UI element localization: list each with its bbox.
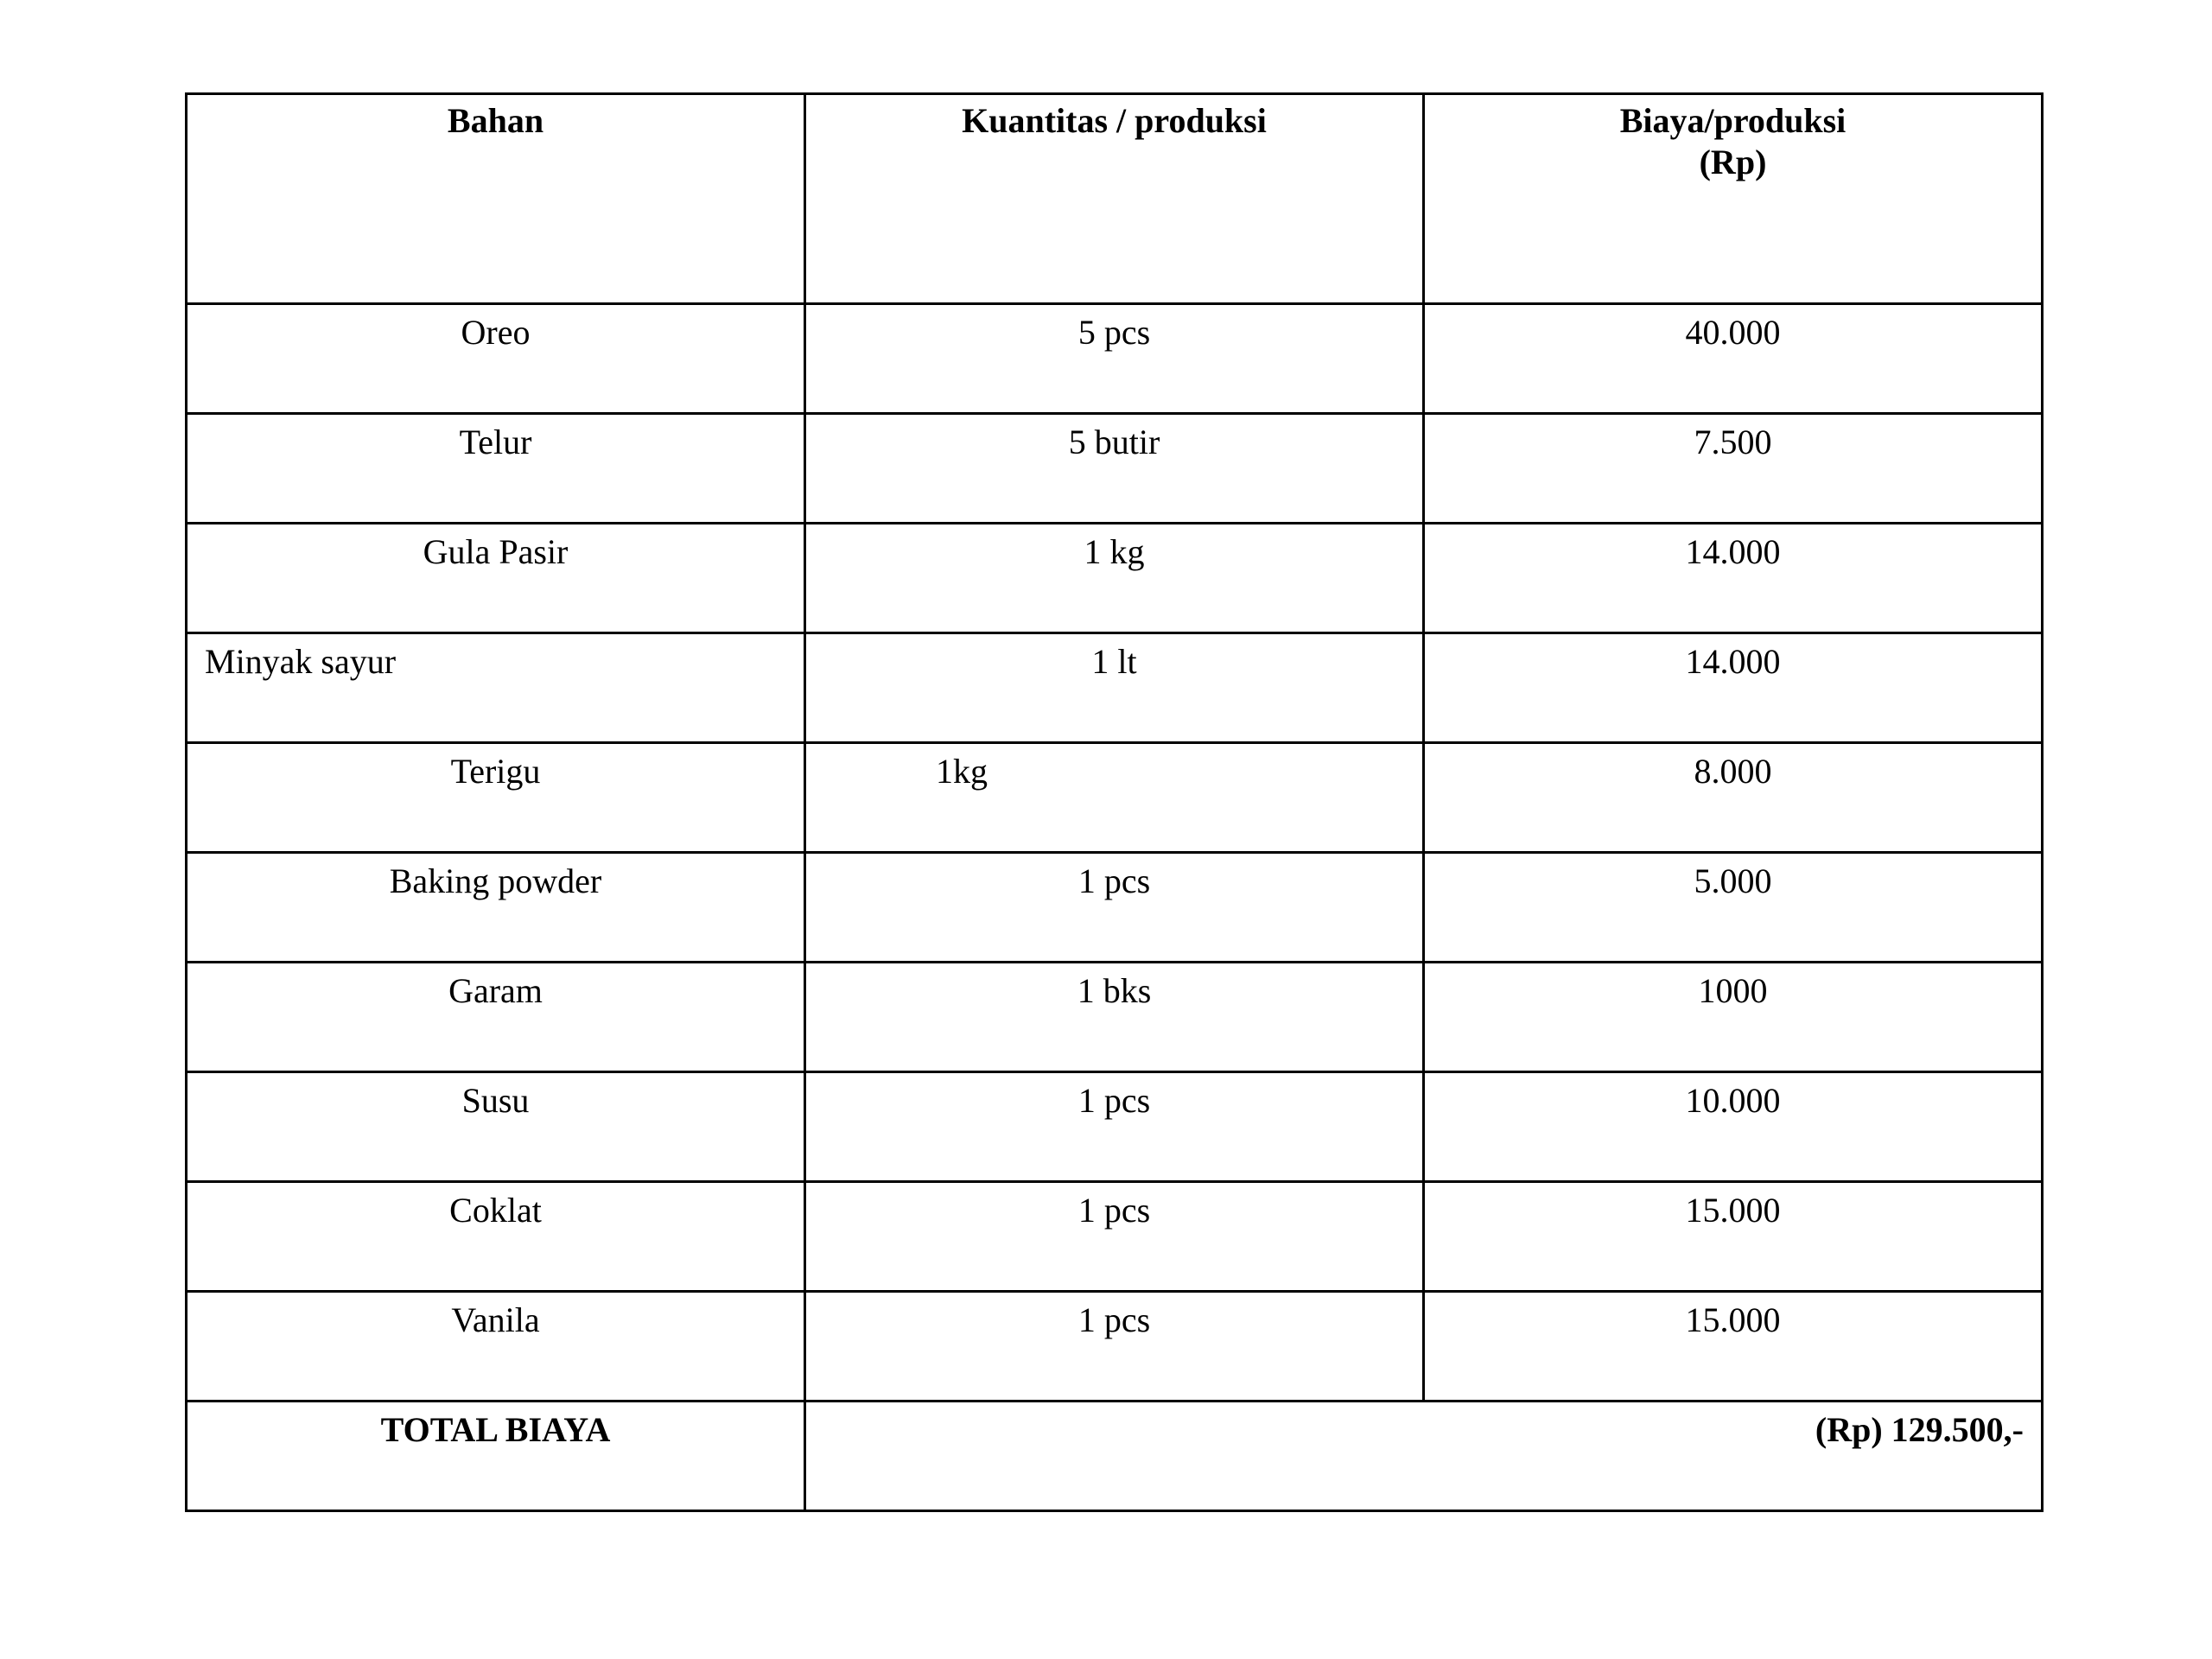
table-row [187,1292,2043,1402]
cell-biaya: 8.000 [1424,743,2043,853]
table-row [187,524,2043,633]
cell-bahan: Minyak sayur [187,633,805,743]
cell-biaya: 10.000 [1424,1072,2043,1182]
cell-bahan: Terigu [187,743,805,853]
table-row [187,304,2043,414]
header-biaya [1424,94,2043,304]
total-label: TOTAL BIAYA [187,1402,805,1511]
total-row [187,1402,2043,1511]
cell-bahan: Coklat [187,1182,805,1292]
cell-biaya: 1000 [1424,963,2043,1072]
cell-kuantitas: 1 pcs [805,853,1424,963]
cell-bahan: Baking powder [187,853,805,963]
cell-biaya: 5.000 [1424,853,2043,963]
cell-biaya: 14.000 [1424,524,2043,633]
header-row [187,94,2043,304]
table-row [187,414,2043,524]
cell-biaya: 14.000 [1424,633,2043,743]
cell-kuantitas: 5 butir [805,414,1424,524]
cell-kuantitas: 1 pcs [805,1292,1424,1402]
cell-kuantitas: 1 pcs [805,1072,1424,1182]
cell-kuantitas: 1 kg [805,524,1424,633]
cost-table [185,92,2044,1512]
cell-bahan: Vanila [187,1292,805,1402]
cell-kuantitas: 1 pcs [805,1182,1424,1292]
header-bahan: Bahan [187,94,805,304]
cell-biaya: 15.000 [1424,1182,2043,1292]
cell-kuantitas: 1 lt [805,633,1424,743]
total-value: (Rp) 129.500,- [805,1402,2043,1511]
table-row [187,633,2043,743]
table-row [187,853,2043,963]
cell-biaya: 40.000 [1424,304,2043,414]
header-biaya-line1: Biaya/produksi [1619,101,1847,140]
table-row [187,1072,2043,1182]
cell-kuantitas: 1kg [805,743,1424,853]
cell-bahan: Gula Pasir [187,524,805,633]
cell-bahan: Garam [187,963,805,1072]
header-kuantitas: Kuantitas / produksi [805,94,1424,304]
header-biaya-line2: (Rp) [1699,143,1767,181]
table-row [187,963,2043,1072]
cell-bahan: Telur [187,414,805,524]
cell-biaya: 15.000 [1424,1292,2043,1402]
cell-bahan: Oreo [187,304,805,414]
cell-bahan: Susu [187,1072,805,1182]
cell-biaya: 7.500 [1424,414,2043,524]
table-row [187,743,2043,853]
cell-kuantitas: 1 bks [805,963,1424,1072]
table-row [187,1182,2043,1292]
cell-kuantitas: 5 pcs [805,304,1424,414]
